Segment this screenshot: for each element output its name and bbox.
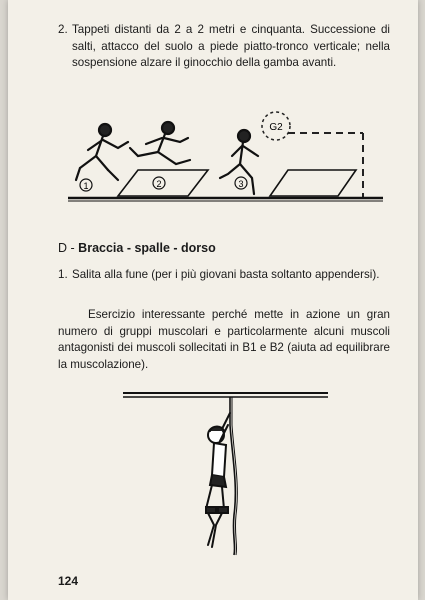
page-number: 124 — [58, 574, 79, 588]
item-text: Tappeti distanti da 2 a 2 metri e cinquanta. Successione di salti, attacco del suolo a piede piatto-tronco verticale; nella sospensione alzare il ginocchio della gamba avanti. — [72, 23, 390, 69]
section-separator: - — [70, 241, 75, 255]
section-letter: D — [58, 241, 68, 255]
item-number: 1. — [58, 268, 68, 281]
section-heading — [58, 240, 216, 257]
book-page — [8, 0, 418, 600]
label-2 — [153, 177, 165, 189]
rope-climb-illustration — [118, 385, 338, 560]
exercise-item-2 — [58, 22, 390, 72]
svg-text:1: 1 — [83, 181, 89, 191]
item-text: Salita alla fune (per i più giovani basta soltanto appendersi). — [72, 268, 380, 281]
exercise-item-1 — [58, 267, 390, 284]
bubble-label: G2 — [269, 122, 283, 133]
label-3 — [235, 177, 247, 189]
section-title: Braccia - spalle - dorso — [78, 241, 216, 255]
svg-text:2: 2 — [156, 179, 162, 189]
svg-text:3: 3 — [238, 179, 244, 189]
label-1 — [80, 179, 92, 191]
item-number: 2. — [58, 23, 68, 36]
exercise-description: Esercizio interessante perché mette in azione un gran numero di gruppi muscolari e particolarmente alcuni muscoli antagonisti dei muscoli sollecitati in B1 e B2 (aiuta ad equilibrare la muscolazione). — [58, 308, 390, 371]
jumping-sequence-illustration — [48, 108, 398, 208]
